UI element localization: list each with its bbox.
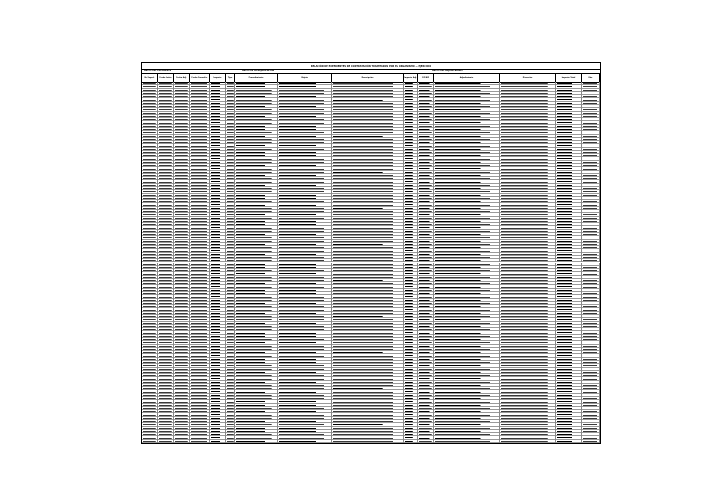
column-header: Objeto bbox=[278, 74, 332, 82]
column-header: Descripción bbox=[332, 74, 404, 82]
column-header: Importe Total bbox=[556, 74, 582, 82]
table-cell bbox=[174, 440, 190, 443]
table-cell bbox=[556, 440, 582, 443]
table-cell bbox=[404, 440, 418, 443]
table-cell bbox=[434, 440, 500, 443]
column-header: Importe Adj. bbox=[404, 74, 418, 82]
column-header: Nº Exped. bbox=[142, 74, 158, 82]
table-cell bbox=[235, 440, 278, 443]
table-cell bbox=[142, 440, 158, 443]
table-cell bbox=[278, 440, 332, 443]
table-cell bbox=[158, 440, 174, 443]
column-header: Tipo bbox=[226, 74, 235, 82]
table-cell bbox=[226, 440, 235, 443]
page-title: RELACIÓN DE EXPEDIENTES DE CONTRATACIÓN TRAMITADOS POR EL ORGANISMO — EJERCICIO bbox=[310, 64, 432, 68]
column-header: Dirección bbox=[500, 74, 556, 82]
table-body bbox=[142, 82, 600, 443]
column-header: Procedimiento bbox=[235, 74, 278, 82]
table-cell bbox=[332, 440, 404, 443]
table-cell bbox=[582, 440, 600, 443]
table-cell bbox=[500, 440, 556, 443]
column-header: Fecha Formaliz. bbox=[190, 74, 210, 82]
table-cell bbox=[210, 440, 226, 443]
column-header: Adjudicatario bbox=[434, 74, 500, 82]
column-header: Fecha Inicio bbox=[158, 74, 174, 82]
column-header: Obs. bbox=[582, 74, 600, 82]
column-header: CIF/NIF bbox=[418, 74, 434, 82]
group-label-adjudicacion: DATOS DE LA ADJUDICACIÓN bbox=[242, 70, 275, 72]
table-cell bbox=[418, 440, 434, 443]
column-header: Fecha Adj. bbox=[174, 74, 190, 82]
column-header: Importe bbox=[210, 74, 226, 82]
group-label-expediente: DATOS DEL EXPEDIENTE bbox=[144, 70, 172, 72]
table-row bbox=[142, 440, 600, 443]
document-sheet bbox=[141, 62, 601, 444]
table-cell bbox=[190, 440, 210, 443]
group-label-adjudicatario: DATOS DEL ADJUDICATARIO bbox=[432, 70, 463, 72]
